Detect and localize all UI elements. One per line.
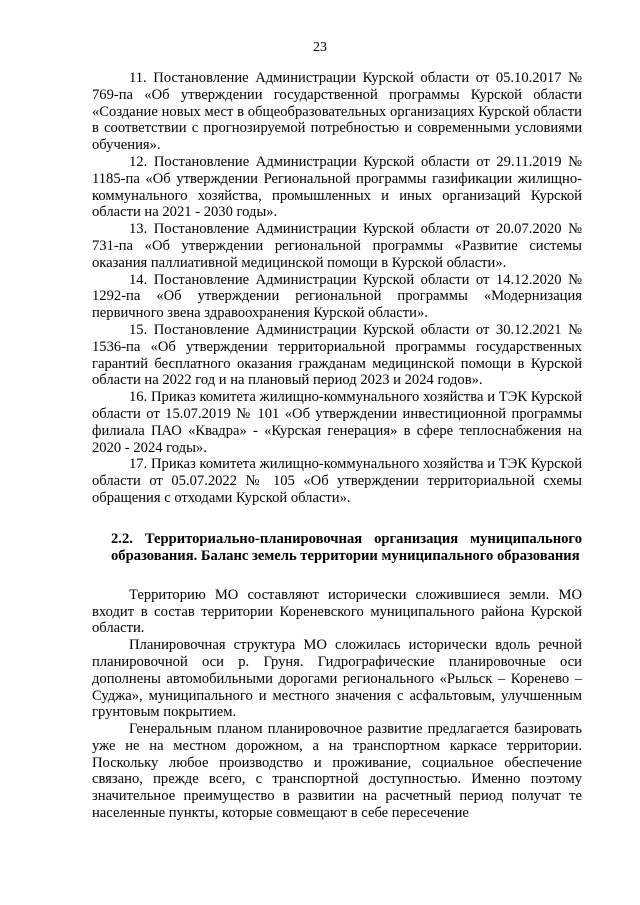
list-item-12: 12. Постановление Администрации Курской области от 29.11.2019 № 1185-па «Об утверждении Региональной программы газификации жилищно-коммунального хозяйства, промышленных и иных организаций Курской области на 2021 - 2030 годы». [92, 153, 582, 221]
list-item-14: 14. Постановление Администрации Курской области от 14.12.2020 № 1292-па «Об утверждении региональной программы «Модернизация первичного звена здравоохранения Курской области». [92, 271, 582, 322]
section-paragraph: Генеральным планом планировочное развитие предлагается базировать уже не на местном дорожном, а на транспортном каркасе территории. Поскольку любое производство и проживание, социальное обеспечение связано, прежде всего, с транспортной доступностью. Именно поэтому значительное преимущество в развитии на расчетный период получат те населенные пункты, которые совмещают в себе пересечение [92, 721, 582, 822]
page-number: 23 [313, 40, 327, 55]
list-item-15: 15. Постановление Администрации Курской области от 30.12.2021 № 1536-па «Об утверждении территориальной программы государственных гарантий бесплатного оказания гражданам медицинской помощи в Курской области на 2022 год и на плановый период 2023 и 2024 годов». [92, 321, 582, 389]
section-heading: 2.2. Территориально-планировочная организация муниципального образования. Баланс земель территории муниципального образования [111, 530, 582, 564]
list-item-17: 17. Приказ комитета жилищно-коммунального хозяйства и ТЭК Курской области от 05.07.2022 № 105 «Об утверждении территориальной схемы обращения с отходами Курской области». [92, 456, 582, 506]
document-body [92, 70, 582, 822]
list-item-13: 13. Постановление Администрации Курской области от 20.07.2020 № 731-па «Об утверждении региональной программы «Развитие системы оказания паллиативной медицинской помощи в Курской области». [92, 221, 582, 271]
section-paragraph: Планировочная структура МО сложилась исторически вдоль речной планировочной оси р. Груня. Гидрографические планировочные оси дополнены автомобильными дорогами регионального «Рыльск – Коренево – Суджа», муниципального и местного значения с асфальтовым, улучшенным грунтовым покрытием. [92, 637, 582, 721]
list-item-11: 11. Постановление Администрации Курской области от 05.10.2017 № 769-па «Об утверждении государственной программы Курской области «Создание новых мест в общеобразовательных организациях Курской области в соответствии с прогнозируемой потребностью и современными условиями обучения». [92, 70, 582, 154]
list-item-16: 16. Приказ комитета жилищно-коммунального хозяйства и ТЭК Курской области от 15.07.2019 № 101 «Об утверждении инвестиционной программы филиала ПАО «Квадра» - «Курская генерация» в сфере теплоснабжения на 2020 - 2024 годы». [92, 389, 582, 456]
section-paragraph: Территорию МО составляют исторически сложившиеся земли. МО входит в состав территории Кореневского муниципального района Курской области. [92, 586, 582, 637]
